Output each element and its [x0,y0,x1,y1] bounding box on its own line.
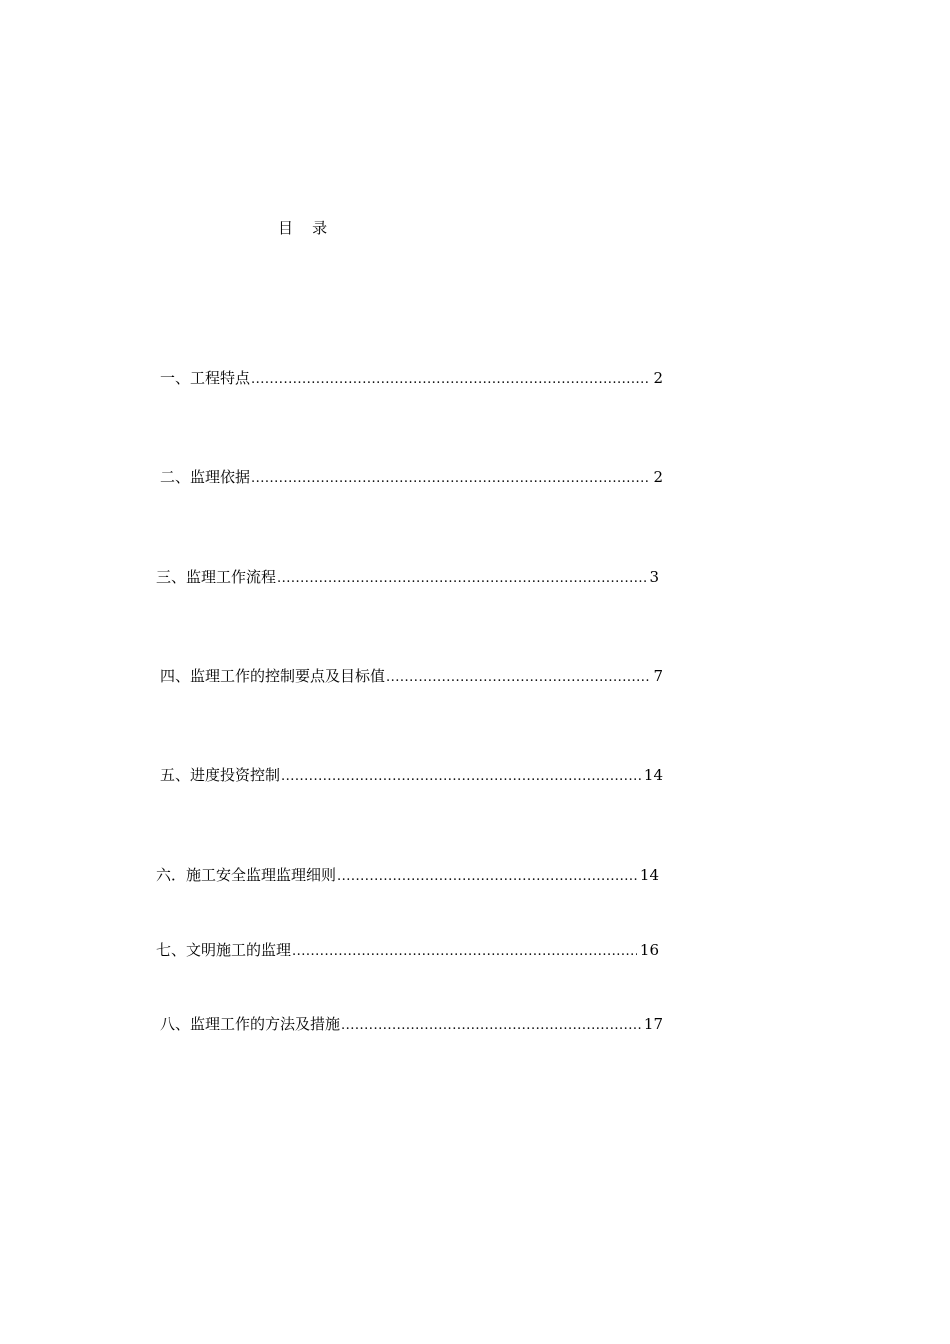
toc-entry-3[interactable] [156,567,659,587]
toc-dot-leader [341,1016,641,1036]
toc-dot-leader [251,469,650,489]
toc-entry-1[interactable] [160,368,663,388]
toc-entry-label: 八、监理工作的方法及措施 [160,1015,341,1033]
toc-page-number: 7 [653,667,663,685]
toc-page-number: 2 [653,369,663,387]
toc-page-number: 2 [653,468,663,486]
toc-page-number: 14 [643,766,663,784]
toc-entry-label: 七、文明施工的监理 [156,941,292,959]
toc-entry-4[interactable] [160,666,663,686]
toc-page-number: 3 [649,568,659,586]
toc-page-number: 14 [639,866,659,884]
toc-dot-leader [277,569,646,589]
toc-title: 目 录 [278,219,328,237]
toc-entry-label: 五、进度投资控制 [160,766,281,784]
toc-dot-leader [292,942,637,962]
toc-entry-6[interactable] [156,865,659,885]
toc-dot-leader [281,767,641,787]
toc-page-number: 16 [639,941,659,959]
toc-entry-label: 六．施工安全监理监理细则 [156,866,337,884]
toc-dot-leader [251,370,650,390]
toc-entry-label: 二、监理依据 [160,468,251,486]
toc-dot-leader [337,867,637,887]
toc-entry-5[interactable] [160,765,663,785]
toc-entry-8[interactable] [160,1014,663,1034]
toc-entry-7[interactable] [156,940,659,960]
toc-entry-2[interactable] [160,467,663,487]
toc-entry-label: 四、监理工作的控制要点及目标值 [160,667,386,685]
toc-entry-label: 一、工程特点 [160,369,251,387]
toc-page-number: 17 [643,1015,663,1033]
toc-dot-leader [386,668,650,688]
toc-entry-label: 三、监理工作流程 [156,568,277,586]
